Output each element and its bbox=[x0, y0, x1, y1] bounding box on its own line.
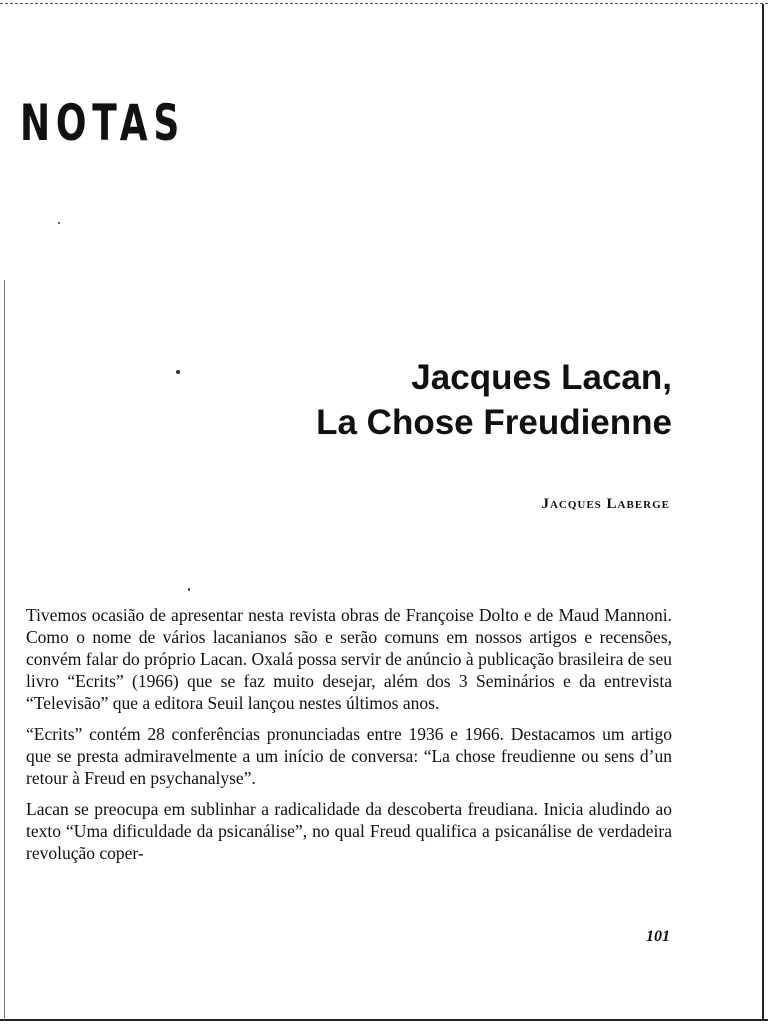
article-title-line-1: Jacques Lacan, bbox=[411, 358, 672, 397]
article-title bbox=[316, 355, 672, 445]
body-paragraph-1: Tivemos ocasião de apresentar nesta revista obras de Françoise Dolto e de Maud Mannoni. Como o nome de vários lacanianos são e serão comuns em nossos artigos e recensões, convém falar do próprio Lacan. Oxalá possa servir de anúncio à publicação brasileira de seu livro “Ecrits” (1966) que se faz muito desejar, além dos 3 Seminários e da entrevista “Televisão” que a editora Seuil lançou nestes últimos anos. bbox=[26, 605, 672, 713]
page-number: 101 bbox=[646, 928, 670, 945]
article-title-line-2: La Chose Freudienne bbox=[316, 403, 672, 442]
scan-border-bottom bbox=[0, 1019, 768, 1021]
scan-speck bbox=[188, 588, 190, 591]
scan-border-left bbox=[4, 280, 5, 1020]
section-heading: NOTAS bbox=[20, 94, 186, 152]
scan-border-top bbox=[0, 3, 768, 4]
article-body bbox=[26, 604, 672, 873]
scan-speck bbox=[176, 370, 180, 374]
body-paragraph-2: “Ecrits” contém 28 conferências pronunciadas entre 1936 e 1966. Destacamos um artigo que se presta admiravelmente a um início de conversa: “La chose freudienne ou sens d’un retour à Freud en psychanalyse”. bbox=[26, 724, 672, 788]
scan-border-right bbox=[762, 4, 764, 1020]
scan-speck bbox=[58, 222, 60, 224]
body-paragraph-3: Lacan se preocupa em sublinhar a radicalidade da descoberta freudiana. Inicia aludindo ao texto “Uma dificuldade da psicanálise”, no qual Freud qualifica a psicanálise de verdadeira revolução coper- bbox=[26, 799, 672, 863]
author-name: Jacques Laberge bbox=[541, 496, 670, 512]
